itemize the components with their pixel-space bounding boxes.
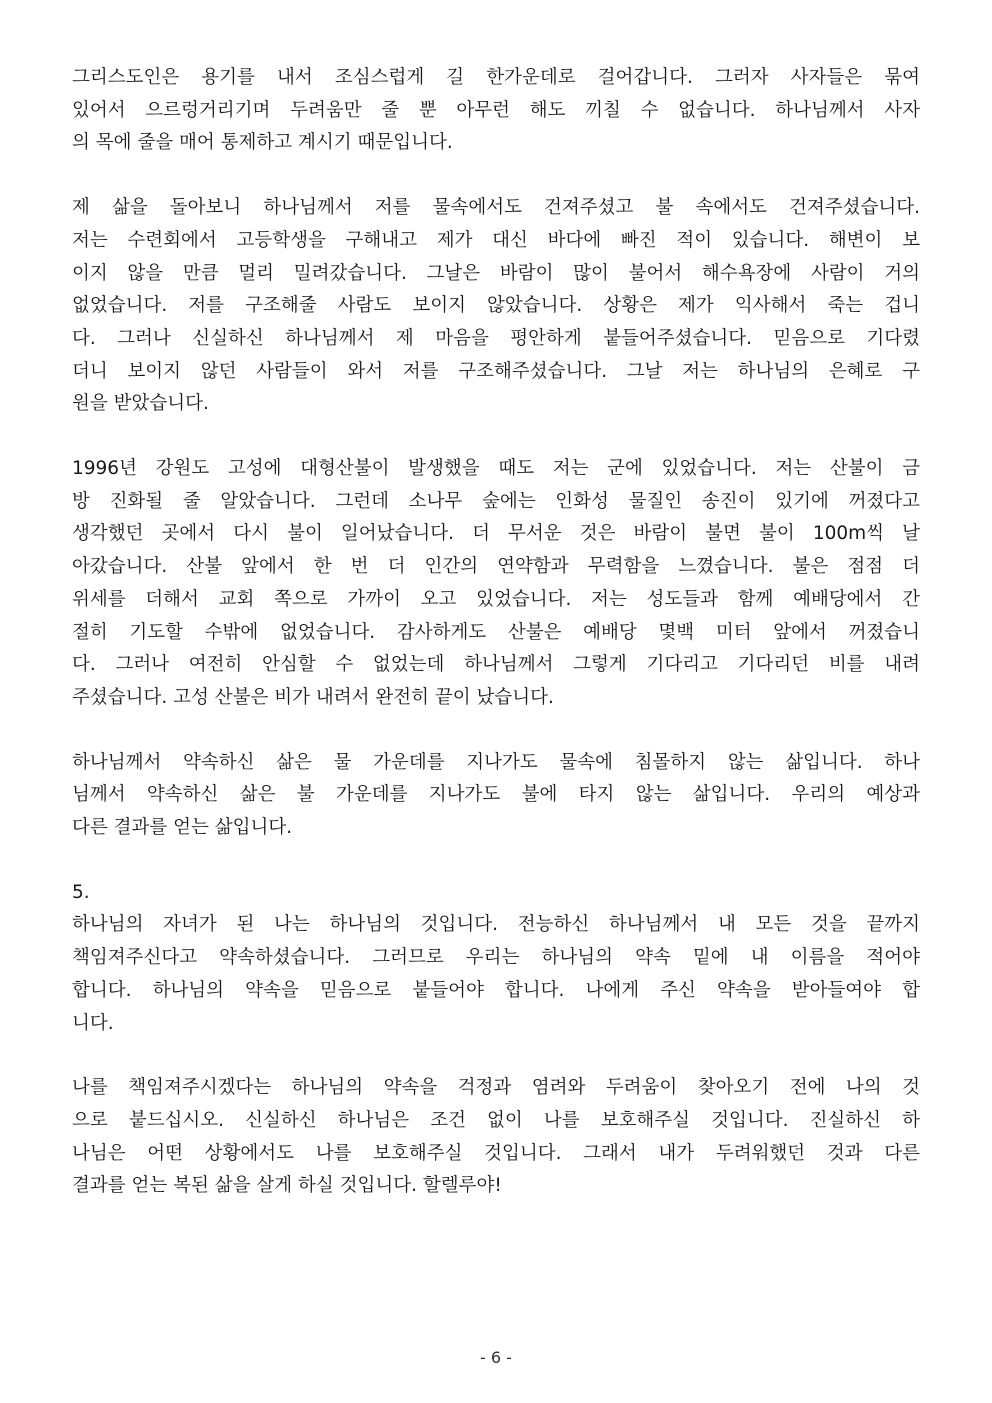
text-line: 원을 받았습니다. <box>72 393 209 415</box>
paragraph-3 <box>72 453 920 715</box>
text-line: 있어서 으르렁거리기며 두려움만 줄 뿐 아무런 해도 끼칠 수 없습니다. 하나님께서 사자 <box>72 99 920 121</box>
text-line: 절히 기도할 수밖에 없었습니다. 감사하게도 산불은 예배당 몇백 미터 앞에서 꺼졌습니 <box>72 621 920 643</box>
text-line: 없었습니다. 저를 구조해줄 사람도 보이지 않았습니다. 상황은 제가 익사해서 죽는 겁니 <box>72 295 920 317</box>
page-number: - 6 - <box>480 1348 512 1367</box>
paragraph-1 <box>72 62 920 160</box>
paragraph-2 <box>72 192 920 421</box>
text-line: 책임져주신다고 약속하셨습니다. 그러므로 우리는 하나님의 약속 밑에 내 이름을 적어야 <box>72 947 920 969</box>
text-line: 나를 책임져주시겠다는 하나님의 약속을 걱정과 염려와 두려움이 찾아오기 전에 나의 것 <box>72 1077 920 1099</box>
text-line: 아갔습니다. 산불 앞에서 한 번 더 인간의 연약함과 무력함을 느꼈습니다. 불은 점점 더 <box>72 556 920 578</box>
text-line: 니다. <box>72 1012 114 1034</box>
text-line: 주셨습니다. 고성 산불은 비가 내려서 완전히 끝이 났습니다. <box>72 686 554 708</box>
paragraph-6 <box>72 1072 920 1203</box>
text-line: 하나님께서 약속하신 삶은 물 가운데를 지나가도 물속에 침몰하지 않는 삶입니다. 하나 <box>72 751 920 773</box>
text-line: 생각했던 곳에서 다시 불이 일어났습니다. 더 무서운 것은 바람이 불면 불이 100m씩 날 <box>72 523 920 545</box>
text-line: 다른 결과를 얻는 삶입니다. <box>72 817 293 839</box>
paragraph-4 <box>72 747 920 845</box>
text-line: 더니 보이지 않던 사람들이 와서 저를 구조해주셨습니다. 그날 저는 하나님의 은혜로 구 <box>72 360 920 382</box>
text-line: 나님은 어떤 상황에서도 나를 보호해주실 것입니다. 그래서 내가 두려워했던 것과 다른 <box>72 1142 920 1164</box>
text-line: 1996년 강원도 고성에 대형산불이 발생했을 때도 저는 군에 있었습니다. 저는 산불이 금 <box>72 458 920 480</box>
text-line: 위세를 더해서 교회 쪽으로 가까이 오고 있었습니다. 저는 성도들과 함께 예배당에서 간 <box>72 588 920 610</box>
section-number: 5. <box>72 881 90 903</box>
document-body <box>72 62 920 1235</box>
paragraph-5 <box>72 909 920 1040</box>
text-line: 의 목에 줄을 매어 통제하고 계시기 때문입니다. <box>72 132 453 154</box>
text-line: 합니다. 하나님의 약속을 믿음으로 붙들어야 합니다. 나에게 주신 약속을 받아들여야 합 <box>72 979 920 1001</box>
text-line: 결과를 얻는 복된 삶을 살게 하실 것입니다. 할렐루야! <box>72 1175 502 1197</box>
text-line: 이지 않을 만큼 멀리 밀려갔습니다. 그날은 바람이 많이 불어서 해수욕장에 사람이 거의 <box>72 262 920 284</box>
text-line: 다. 그러나 신실하신 하나님께서 제 마음을 평안하게 붙들어주셨습니다. 믿음으로 기다렸 <box>72 327 920 349</box>
text-line: 님께서 약속하신 삶은 불 가운데를 지나가도 불에 타지 않는 삶입니다. 우리의 예상과 <box>72 784 920 806</box>
text-line: 하나님의 자녀가 된 나는 하나님의 것입니다. 전능하신 하나님께서 내 모든 것을 끝까지 <box>72 914 920 936</box>
text-line: 제 삶을 돌아보니 하나님께서 저를 물속에서도 건져주셨고 불 속에서도 건져주셨습니다. <box>72 197 920 219</box>
text-line: 그리스도인은 용기를 내서 조심스럽게 길 한가운데로 걸어갑니다. 그러자 사자들은 묶여 <box>72 67 920 88</box>
text-line: 저는 수련회에서 고등학생을 구해내고 제가 대신 바다에 빠진 적이 있습니다. 해변이 보 <box>72 229 920 251</box>
text-line: 방 진화될 줄 알았습니다. 그런데 소나무 숲에는 인화성 물질인 송진이 있기에 꺼졌다고 <box>72 490 920 512</box>
text-line: 다. 그러나 여전히 안심할 수 없었는데 하나님께서 그렇게 기다리고 기다리던 비를 내려 <box>72 654 920 676</box>
text-line: 으로 붙드십시오. 신실하신 하나님은 조건 없이 나를 보호해주실 것입니다. 진실하신 하 <box>72 1109 920 1131</box>
